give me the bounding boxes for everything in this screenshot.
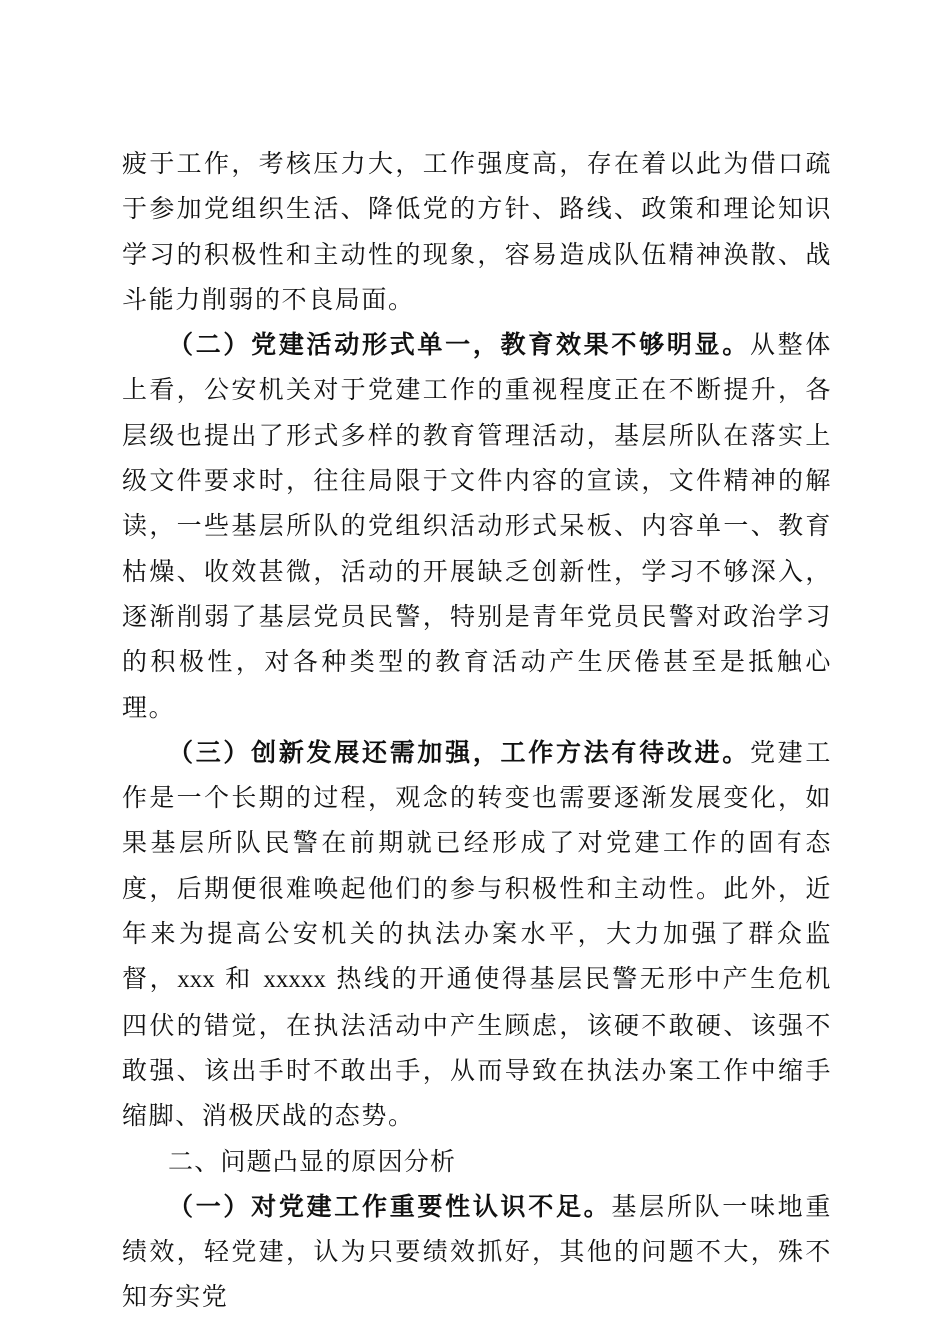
subsection-1-body: 基层所队一味地重绩效，轻党建，认为只要绩效抓好，其他的问题不大，殊不知夯实党 [122, 1191, 832, 1312]
section-3-body-b: 热线的开通使得基层民警无形中产生危机四伏的错觉，在执法活动中产生顾虑，该硬不敢硬、该强不敢强、该出手时不敢出手，从而导致在执法办案工作中缩手缩脚、消极厌战的态势。 [122, 964, 833, 1131]
paragraph-continuation [122, 141, 832, 322]
document-body [122, 141, 832, 1320]
chapter-heading-text: 二、问题凸显的原因分析 [168, 1146, 457, 1176]
paragraph-section-3 [122, 730, 832, 1139]
section-3-connector: 和 [225, 964, 253, 994]
section-2-lead: （二）党建活动形式单一，教育效果不够明显。 [168, 330, 750, 360]
section-3-body-a: 党建工作是一个长期的过程，观念的转变也需要逐渐发展变化，如果基层所队民警在前期就已经形成了对党建工作的固有态度，后期便很难唤起他们的参与积极性和主动性。此外，近年来为提高公安机关的执法办案水平，大力加强了群众监督， [122, 737, 832, 994]
hotline-code-1: xxx [177, 966, 215, 994]
hotline-code-2: xxxxx [263, 966, 326, 994]
section-2-body: 从整体上看，公安机关对于党建工作的重视程度正在不断提升，各层级也提出了形式多样的教育管理活动，基层所队在落实上级文件要求时，往往局限于文件内容的宣读，文件精神的解读，一些基层所队的党组织活动形式呆板、内容单一、教育枯燥、收效甚微，活动的开展缺乏创新性，学习不够深入，逐渐削弱了基层党员民警，特别是青年党员民警对政治学习的积极性，对各种类型的教育活动产生厌倦甚至是抵触心理。 [122, 330, 832, 722]
paragraph-subsection-1 [122, 1184, 832, 1320]
section-3-lead: （三）创新发展还需加强，工作方法有待改进。 [168, 737, 750, 767]
paragraph-text: 疲于工作，考核压力大，工作强度高，存在着以此为借口疏于参加党组织生活、降低党的方针、路线、政策和理论知识学习的积极性和主动性的现象，容易造成队伍精神涣散、战斗能力削弱的不良局面。 [122, 149, 832, 314]
chapter-heading [122, 1139, 832, 1184]
paragraph-section-2 [122, 322, 832, 730]
subsection-1-lead: （一）对党建工作重要性认识不足。 [168, 1191, 612, 1221]
